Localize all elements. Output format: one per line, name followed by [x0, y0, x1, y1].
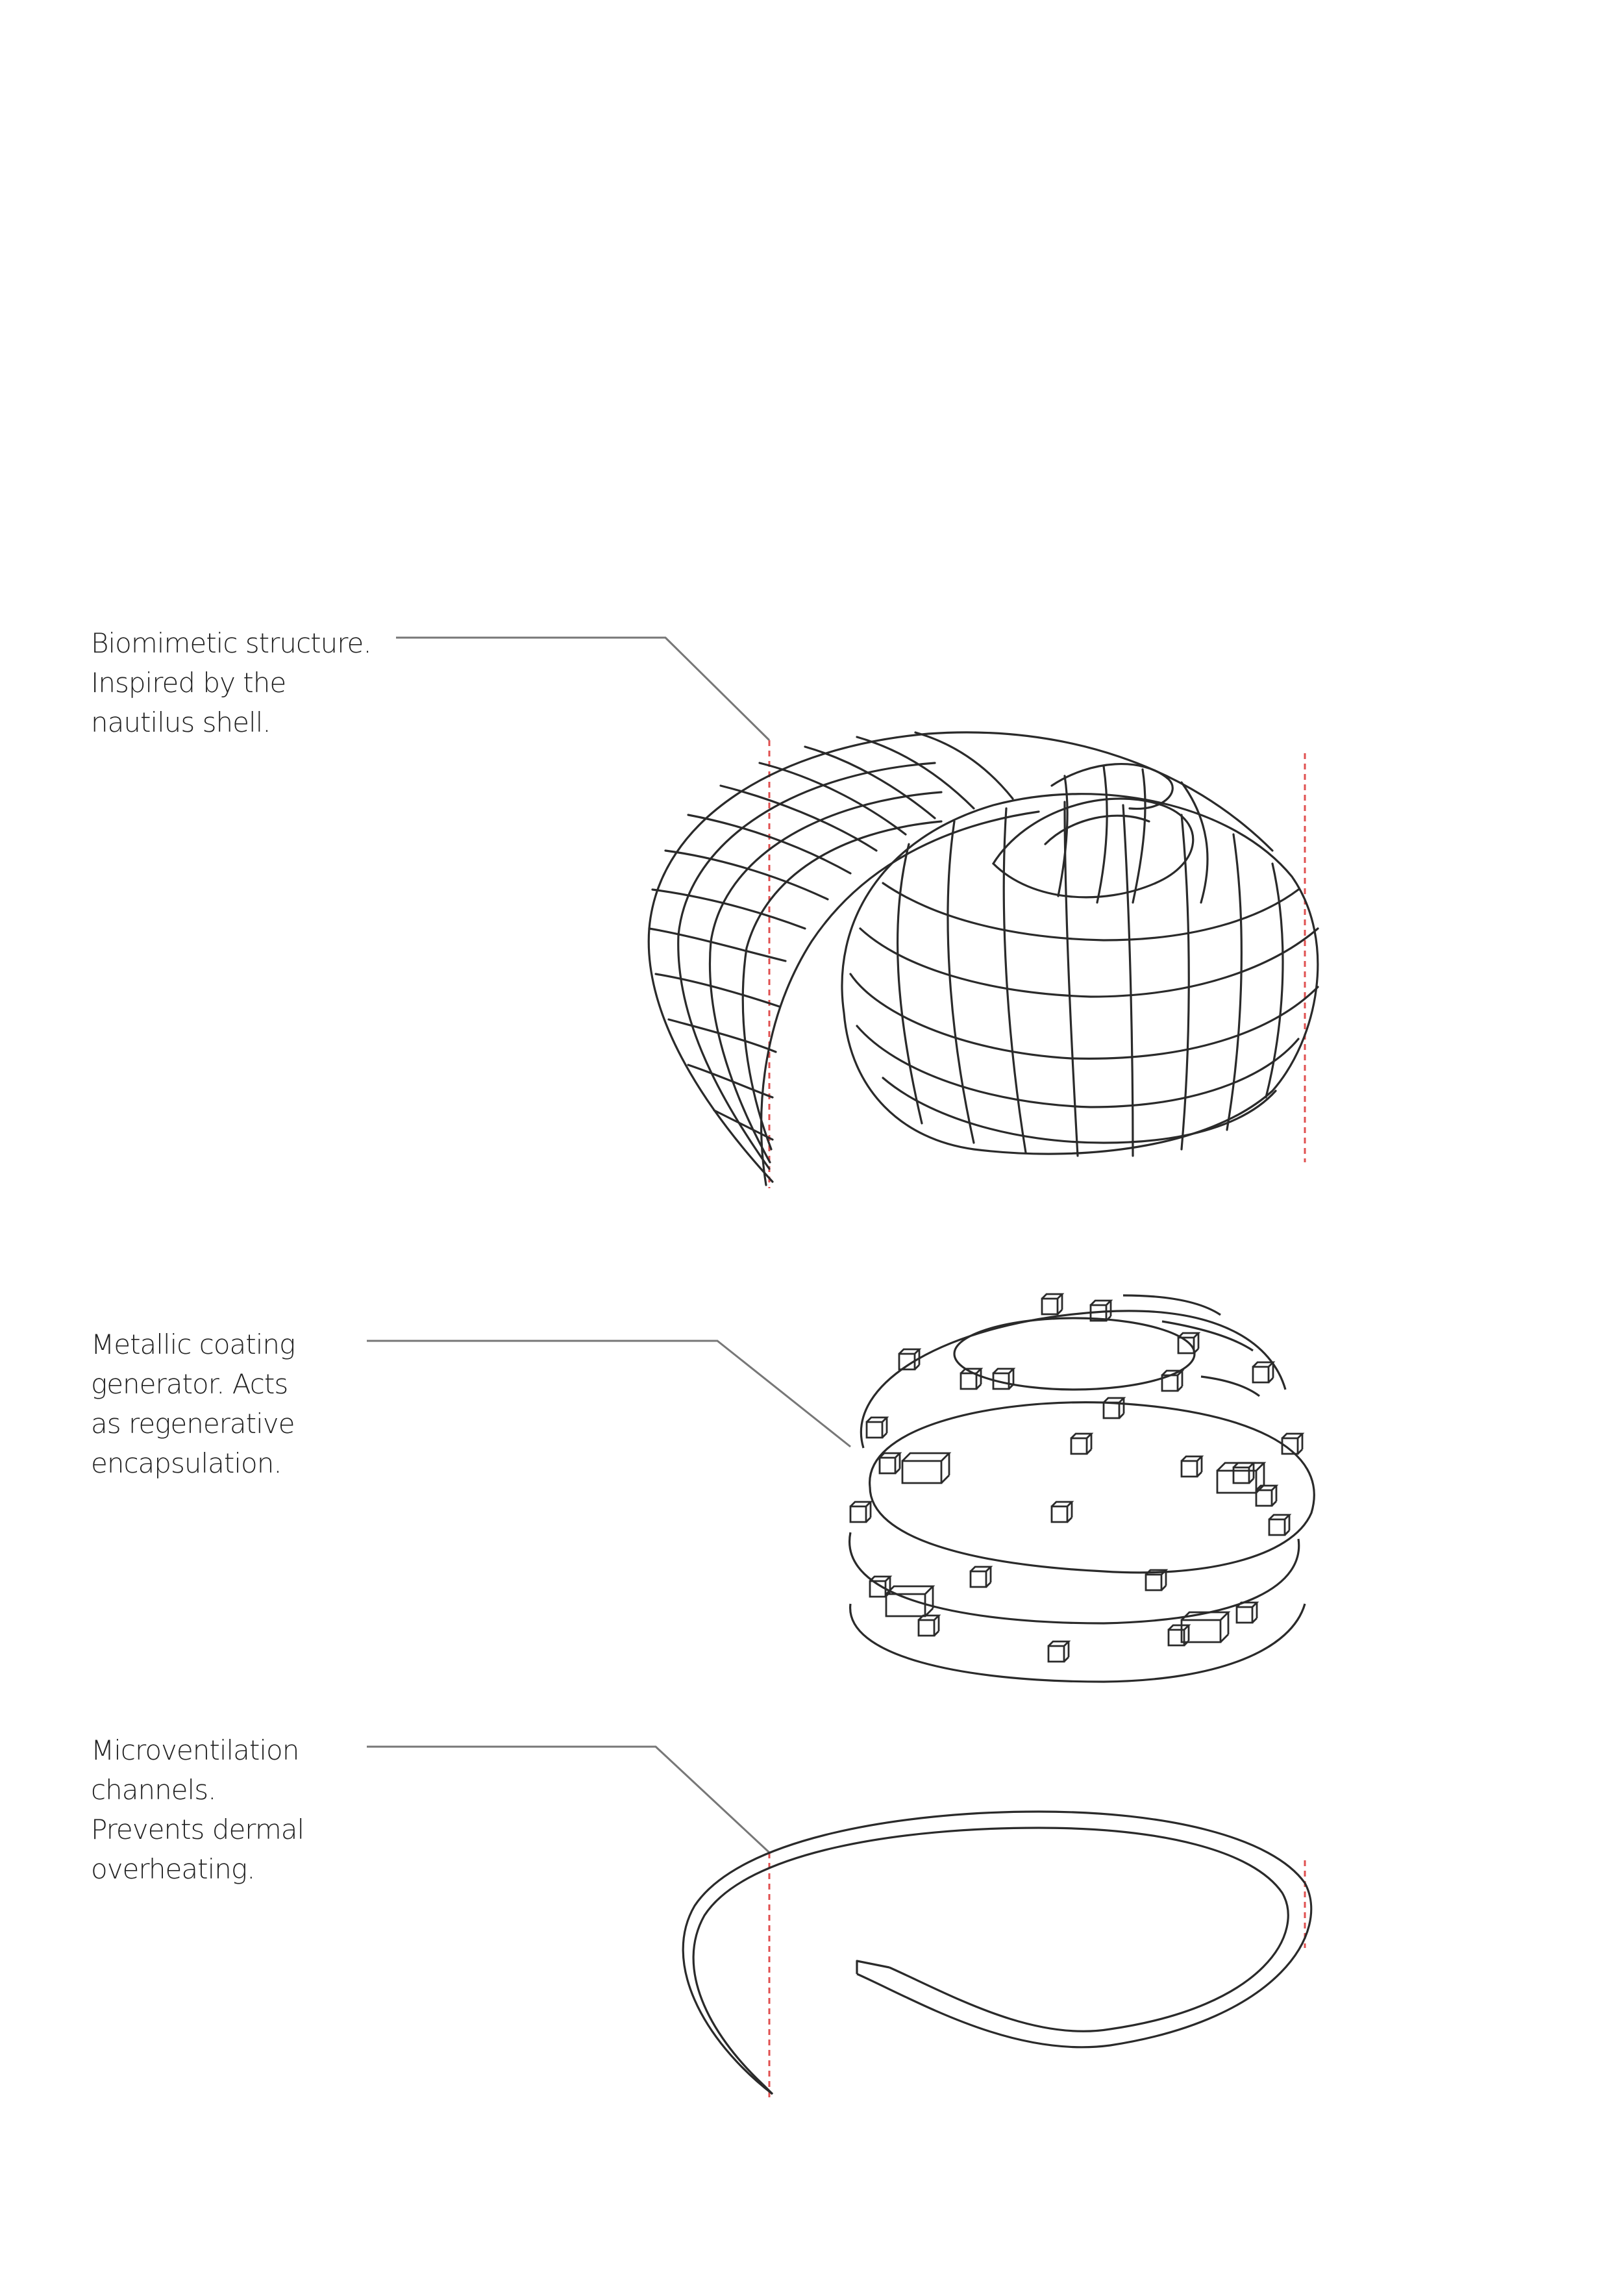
coating-module [1042, 1294, 1062, 1314]
coating-module [1048, 1641, 1069, 1662]
coating-module [919, 1616, 939, 1636]
coating-module [1233, 1463, 1254, 1483]
nautilus-shell-wireframe [649, 732, 1318, 1185]
coating-module [1237, 1603, 1257, 1623]
coating-module [880, 1453, 900, 1473]
leader-lines [367, 638, 850, 1853]
coating-module [1104, 1398, 1124, 1418]
coating-module [850, 1502, 871, 1522]
channel-outer-edge [683, 1812, 1311, 2094]
coating-module [1269, 1515, 1289, 1535]
coating-module [971, 1567, 991, 1587]
coating-module [1052, 1502, 1072, 1522]
coating-module [1071, 1434, 1091, 1454]
leader-line-ventilation [367, 1747, 769, 1853]
leader-line-coating [367, 1341, 850, 1447]
shell-outer-tube [649, 732, 1272, 1182]
annotation-microventilation: Microventilation channels. Prevents dermal overheating. [91, 1734, 304, 1885]
coating-module [1182, 1456, 1202, 1477]
channel-inner-edge [693, 1828, 1288, 2084]
annotation-biomimetic-structure: Biomimetic structure. Inspired by the nautilus shell. [91, 627, 371, 738]
generator-block [886, 1586, 933, 1616]
coating-module [993, 1369, 1013, 1389]
microventilation-channel [683, 1812, 1311, 2094]
coating-module [867, 1417, 887, 1438]
generator-block [902, 1453, 949, 1483]
channel-end-cap [857, 1961, 889, 1974]
ring-middle [870, 1403, 1315, 1573]
leader-line-structure [396, 638, 769, 740]
coating-generator-rings [850, 1294, 1315, 1682]
ring-lower [850, 1532, 1299, 1623]
annotation-metallic-coating: Metallic coating generator. Acts as regenerative encapsulation. [91, 1329, 295, 1479]
coating-module [1253, 1362, 1273, 1382]
